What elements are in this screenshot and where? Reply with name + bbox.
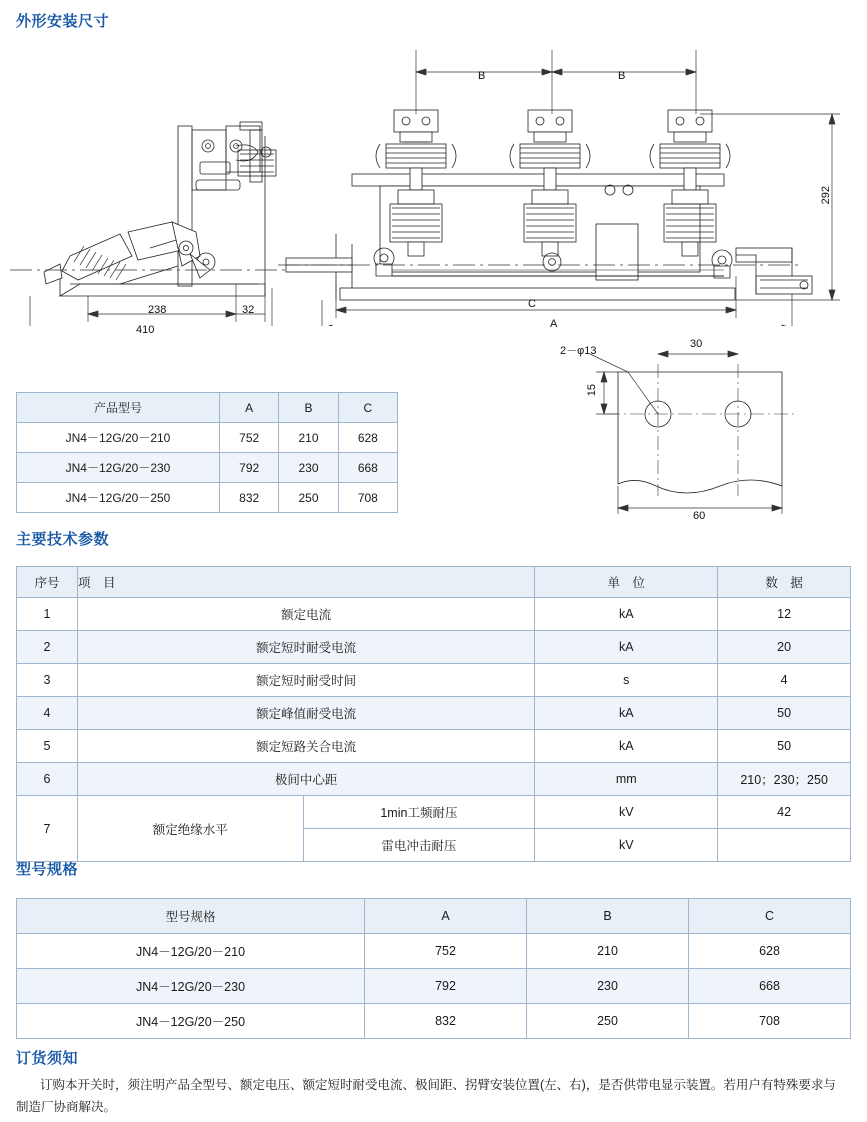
page-title-models: 型号规格 bbox=[16, 861, 79, 878]
cell-no: 4 bbox=[17, 697, 78, 730]
cell-model: JN4－12G/20－210 bbox=[17, 934, 365, 969]
cell-unit: s bbox=[535, 664, 718, 697]
cell-data: 4 bbox=[718, 664, 851, 697]
cell-data: 50 bbox=[718, 730, 851, 763]
cell-c: 628 bbox=[338, 423, 397, 453]
page-title-params: 主要技术参数 bbox=[16, 531, 110, 548]
cell-no: 7 bbox=[17, 796, 78, 862]
dim-b-right: B bbox=[618, 70, 626, 82]
table-row bbox=[17, 697, 851, 730]
col-a: A bbox=[365, 899, 527, 934]
cell-unit: kA bbox=[535, 730, 718, 763]
cell-item: 极间中心距 bbox=[78, 763, 535, 796]
cell-c: 628 bbox=[689, 934, 851, 969]
cell-item: 额定电流 bbox=[78, 598, 535, 631]
dim-60: 60 bbox=[693, 510, 706, 522]
cell-subitem: 1min工频耐压 bbox=[303, 796, 535, 829]
table-row bbox=[17, 631, 851, 664]
col-model: 型号规格 bbox=[17, 899, 365, 934]
cell-no: 1 bbox=[17, 598, 78, 631]
cell-data: 12 bbox=[718, 598, 851, 631]
table-row bbox=[17, 453, 398, 483]
cell-b: 230 bbox=[279, 453, 338, 483]
col-c: C bbox=[338, 393, 397, 423]
cell-model: JN4－12G/20－250 bbox=[17, 1004, 365, 1039]
cell-unit: kA bbox=[535, 631, 718, 664]
table-header-row bbox=[17, 393, 398, 423]
cell-a: 792 bbox=[220, 453, 279, 483]
cell-data bbox=[718, 829, 851, 862]
table-row bbox=[17, 598, 851, 631]
cell-b: 210 bbox=[527, 934, 689, 969]
cell-unit: mm bbox=[535, 763, 718, 796]
table-header-row bbox=[17, 899, 851, 934]
order-note-text: 订购本开关时，须注明产品全型号、额定电压、额定短时耐受电流、极间距、拐臂安装位置(左、右)，是否供带电显示装置。若用户有特殊要求与制造厂协商解决。 bbox=[16, 1078, 836, 1114]
cell-b: 210 bbox=[279, 423, 338, 453]
col-data: 数 据 bbox=[718, 567, 851, 598]
cell-a: 752 bbox=[365, 934, 527, 969]
cell-unit: kV bbox=[535, 796, 718, 829]
cell-unit: kV bbox=[535, 829, 718, 862]
cell-model: JN4－12G/20－230 bbox=[17, 453, 220, 483]
table-row bbox=[17, 730, 851, 763]
col-b: B bbox=[527, 899, 689, 934]
cell-b: 250 bbox=[279, 483, 338, 513]
cell-b: 230 bbox=[527, 969, 689, 1004]
cell-data: 50 bbox=[718, 697, 851, 730]
drawing-svg bbox=[0, 26, 867, 326]
table-row bbox=[17, 664, 851, 697]
hole-detail-drawing bbox=[560, 336, 860, 526]
cell-model: JN4－12G/20－230 bbox=[17, 969, 365, 1004]
dim-c: C bbox=[528, 298, 536, 310]
cell-item: 额定短时耐受时间 bbox=[78, 664, 535, 697]
table-row bbox=[17, 423, 398, 453]
cell-c: 668 bbox=[338, 453, 397, 483]
cell-c: 708 bbox=[338, 483, 397, 513]
col-a: A bbox=[220, 393, 279, 423]
cell-unit: kA bbox=[535, 598, 718, 631]
cell-no: 3 bbox=[17, 664, 78, 697]
dim-holes: 2－φ13 bbox=[560, 345, 597, 357]
col-b: B bbox=[279, 393, 338, 423]
technical-drawing bbox=[0, 26, 867, 336]
table-header-row bbox=[17, 567, 851, 598]
dim-238: 238 bbox=[148, 304, 167, 316]
cell-no: 6 bbox=[17, 763, 78, 796]
cell-model: JN4－12G/20－210 bbox=[17, 423, 220, 453]
cell-b: 250 bbox=[527, 1004, 689, 1039]
dim-a: A bbox=[550, 318, 558, 330]
cell-c: 708 bbox=[689, 1004, 851, 1039]
cell-item: 额定短时耐受电流 bbox=[78, 631, 535, 664]
col-item: 项 目 bbox=[78, 567, 535, 598]
table-row bbox=[17, 969, 851, 1004]
dim-292: 292 bbox=[820, 186, 832, 205]
table-row bbox=[17, 934, 851, 969]
cell-no: 2 bbox=[17, 631, 78, 664]
model-table bbox=[16, 898, 851, 1039]
dim-30: 30 bbox=[690, 338, 703, 350]
cell-model: JN4－12G/20－250 bbox=[17, 483, 220, 513]
dim-15: 15 bbox=[586, 384, 598, 397]
size-table bbox=[16, 392, 398, 513]
cell-item: 额定绝缘水平 bbox=[78, 796, 304, 862]
cell-data: 42 bbox=[718, 796, 851, 829]
dim-32: 32 bbox=[242, 304, 255, 316]
cell-item: 额定峰值耐受电流 bbox=[78, 697, 535, 730]
page-title-outline: 外形安装尺寸 bbox=[16, 13, 110, 30]
table-row bbox=[17, 763, 851, 796]
dim-410: 410 bbox=[136, 324, 155, 336]
dim-b-left: B bbox=[478, 70, 486, 82]
cell-data: 20 bbox=[718, 631, 851, 664]
cell-unit: kA bbox=[535, 697, 718, 730]
col-model: 产品型号 bbox=[17, 393, 220, 423]
cell-c: 668 bbox=[689, 969, 851, 1004]
col-no: 序号 bbox=[17, 567, 78, 598]
cell-a: 832 bbox=[220, 483, 279, 513]
table-row bbox=[17, 796, 851, 829]
cell-a: 792 bbox=[365, 969, 527, 1004]
cell-no: 5 bbox=[17, 730, 78, 763]
table-row bbox=[17, 1004, 851, 1039]
cell-data: 210；230；250 bbox=[718, 763, 851, 796]
parameter-table bbox=[16, 566, 851, 862]
cell-a: 752 bbox=[220, 423, 279, 453]
cell-a: 832 bbox=[365, 1004, 527, 1039]
cell-subitem: 雷电冲击耐压 bbox=[303, 829, 535, 862]
cell-item: 额定短路关合电流 bbox=[78, 730, 535, 763]
page-title-order: 订货须知 bbox=[16, 1050, 79, 1067]
col-c: C bbox=[689, 899, 851, 934]
col-unit: 单 位 bbox=[535, 567, 718, 598]
table-row bbox=[17, 483, 398, 513]
